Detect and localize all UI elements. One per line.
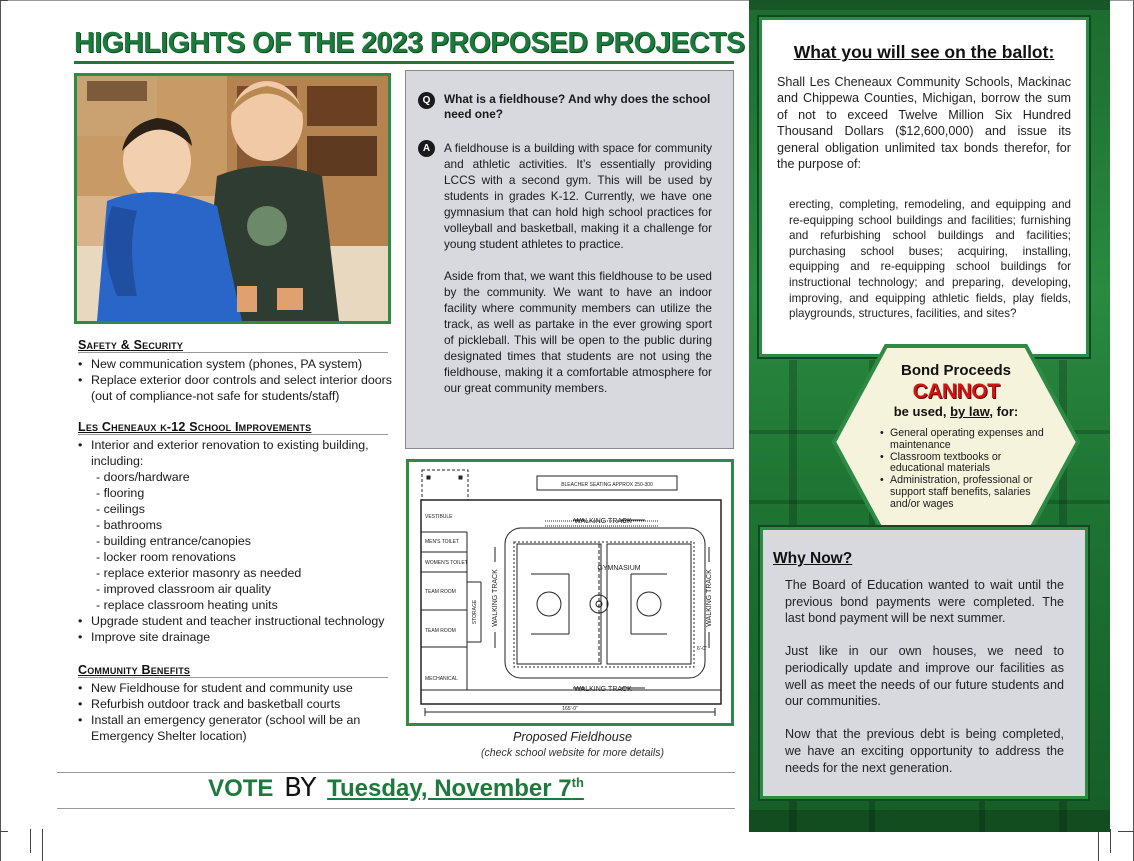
crop-mark — [30, 829, 31, 853]
room-label: VESTIBULE — [425, 514, 453, 520]
list-item: - doors/hardware — [96, 470, 190, 484]
vote-date — [327, 775, 584, 802]
why-now-text — [785, 577, 1064, 793]
vote-banner — [57, 773, 735, 803]
crop-mark — [1110, 829, 1111, 853]
qa-answer — [444, 140, 712, 412]
walking-track-label: WALKING TRACK — [574, 518, 632, 525]
floorplan-caption: Proposed Fieldhouse — [512, 730, 633, 744]
storage-label: STORAGE — [472, 599, 478, 625]
list-item: • New communication system (phones, PA system) — [78, 356, 398, 372]
walking-track-label: WALKING TRACK — [706, 569, 713, 627]
bond-cannot: CANNOT — [912, 380, 1000, 403]
vote-date-text: Tuesday, November 7 — [327, 775, 572, 802]
crop-mark — [1098, 829, 1099, 861]
vote-date-suffix: th — [571, 775, 584, 790]
list-item: • Install an emergency generator (school will be an Emergency Shelter location) — [78, 712, 398, 744]
ballot-heading: What you will see on the ballot: — [793, 42, 1055, 62]
why-now-paragraph: Now that the previous debt is being completed, we have an exciting opportunity to address the needs for the next generation. — [785, 727, 1064, 775]
community-benefits-list — [78, 680, 398, 744]
page-title: HIGHLIGHTS OF THE 2023 PROPOSED PROJECTS — [74, 27, 745, 59]
crop-mark — [42, 829, 43, 861]
room-label: MECHANICAL — [425, 676, 458, 682]
room-label: TEAM ROOM — [425, 628, 456, 634]
room-label: WOMEN'S TOILET — [425, 560, 468, 566]
list-item: - bathrooms — [96, 518, 163, 532]
list-item: - improved classroom air quality — [96, 582, 271, 596]
school-improvements-heading: Les Cheneaux k-12 School Improvements — [78, 420, 312, 434]
why-now-paragraph: The Board of Education wanted to wait until the previous bond payments were completed. The last bond payment will be next summer. — [785, 578, 1064, 626]
section-rule — [78, 434, 388, 435]
list-item: • Upgrade student and teacher instructional technology — [78, 613, 398, 629]
bond-subtitle-prefix: be used, — [893, 404, 947, 419]
section-rule — [78, 677, 388, 678]
floorplan-frame — [406, 459, 734, 726]
walking-track-label: WALKING TRACK — [492, 569, 499, 627]
vote-rule — [57, 808, 735, 809]
section-rule — [78, 352, 388, 353]
bleacher-label: BLEACHER SEATING APPROX 250-300 — [561, 482, 653, 488]
qa-question: What is a fieldhouse? And why does the school need one? — [444, 92, 711, 121]
list-item: - building entrance/canopies — [96, 534, 251, 548]
list-item: - replace classroom heating units — [96, 598, 278, 612]
crop-mark — [0, 0, 8, 1]
list-item: - flooring — [96, 486, 145, 500]
list-item: • New Fieldhouse for student and community use — [78, 680, 398, 696]
bond-subtitle-suffix: , for: — [989, 404, 1019, 419]
floorplan-subcaption: (check school website for more details) — [480, 747, 665, 759]
answer-badge-icon: A — [418, 140, 435, 157]
dimension-label: 6'-0" — [697, 646, 707, 652]
list-item: - ceilings — [96, 502, 145, 516]
list-item: • General operating expenses and maintenance — [880, 428, 1045, 452]
list-item: • Refurbish outdoor track and basketball courts — [78, 696, 398, 712]
floorplan-drawing — [409, 462, 731, 723]
qa-answer-paragraph: A fieldhouse is a building with space for community and athletic activities. It’s essentially providing LCCS with a second gym. This will be used by students in grades K-12. Currently, we have one gymnasium that can hold high school practices for volleyball and basketball, making it a challenge for young student athletes to practice. — [444, 141, 712, 251]
safety-heading: Safety & Security — [78, 338, 184, 352]
crop-mark — [1118, 831, 1134, 832]
dimension-label: 165'-0" — [562, 706, 578, 712]
vote-prefix: VOTE — [208, 775, 274, 802]
gymnasium-label: GYMNASIUM — [597, 565, 641, 572]
list-item: • Administration, professional or support staff benefits, salaries and/or wages — [880, 475, 1045, 510]
walking-track-label: WALKING TRACK — [574, 686, 632, 693]
list-item: • Interior and exterior renovation to existing building, including: — [78, 437, 398, 469]
school-improvements-list — [78, 437, 398, 645]
bond-restrictions-list — [880, 428, 1045, 511]
community-benefits-heading: Community Benefits — [78, 663, 191, 677]
bond-subtitle — [831, 404, 1081, 419]
room-label: TEAM ROOM — [425, 589, 456, 595]
bond-subtitle-law: by law — [950, 404, 990, 419]
crop-mark — [0, 831, 8, 832]
question-badge-icon: Q — [418, 92, 435, 109]
title-underline — [74, 61, 734, 64]
qa-answer-paragraph: Aside from that, we want this fieldhouse to be used by the community. We want to have an indoor facility where community members can utilize the track, as well as partake in the ever growing sport of pickleball. This will be open to the public during designated times that students are not using the fieldhouse, making it a comfortable atmosphere for our great community members. — [444, 269, 712, 395]
room-label: MEN'S TOILET — [425, 539, 460, 545]
bond-title: Bond Proceeds — [900, 362, 1012, 379]
ballot-purpose: erecting, completing, remodeling, and equipping and re-equipping school buildings and facilities; furnishing and refurbishing school buildings and facilities; purchasing school buses; acquiring, installing, equipping and re-equipping school buildings for instructional technology; and preparing, developing, improving, and equipping athletic fields, play fields, playgrounds, structures, facilities, and sites? — [789, 198, 1071, 321]
students-photo — [74, 73, 391, 324]
safety-list — [78, 356, 398, 404]
list-item: - locker room renovations — [96, 550, 236, 564]
list-item: • Replace exterior door controls and select interior doors (out of compliance-not safe for students/staff) — [78, 372, 398, 404]
list-item: - replace exterior masonry as needed — [96, 566, 302, 580]
vote-by: BY — [284, 773, 317, 803]
photo-illustration — [77, 76, 388, 321]
ballot-text: Shall Les Cheneaux Community Schools, Mackinac and Chippewa Counties, Michigan, borrow the sum of not to exceed Twelve Million Six Hundred Thousand Dollars ($12,600,000) and issue its general obligation unlimited tax bonds therefor, for the purpose of: — [777, 75, 1071, 172]
why-now-heading: Why Now? — [773, 550, 853, 567]
why-now-paragraph: Just like in our own houses, we need to periodically update and improve our facilities as well as meet the needs of our future students and our communities. — [785, 644, 1064, 709]
list-item: • Improve site drainage — [78, 629, 398, 645]
list-item: • Classroom textbooks or educational materials — [880, 452, 1045, 476]
